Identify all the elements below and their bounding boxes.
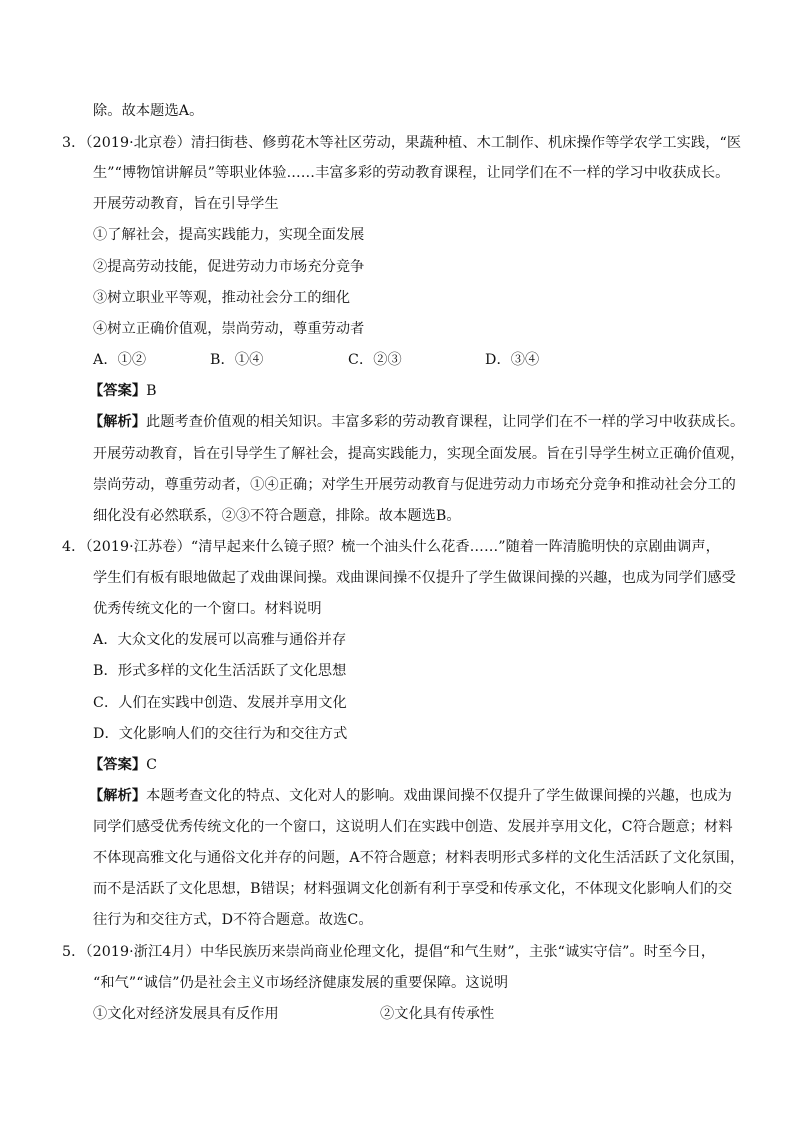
q4-analysis-label: 【解析】: [89, 788, 147, 804]
q4-analysis-line-2: 同学们感受优秀传统文化的一个窗口，这说明人们在实践中创造、发展并享用文化，C符合题意；材料: [93, 819, 733, 835]
q4-answer-label: 【答案】: [89, 757, 147, 773]
q3-item-2: ②提高劳动技能，促进劳动力市场充分竞争: [93, 259, 365, 275]
q4-option-c: C．人们在实践中创造、发展并享用文化: [93, 695, 347, 711]
q3-answer-value: B: [146, 383, 157, 399]
q3-option-a: A．①②: [93, 352, 147, 368]
q3-item-1: ①了解社会，提高实践能力，实现全面发展: [93, 227, 365, 243]
q3-answer-label: 【答案】: [89, 383, 147, 399]
q3-item-3: ③树立职业平等观，推动社会分工的细化: [93, 290, 351, 306]
q4-analysis-line-3: 不体现高雅文化与通俗文化并存的问题，A不符合题意；材料表明形式多样的文化生活活跃了文化氛围，: [93, 850, 745, 866]
q4-analysis-line-4: 而不是活跃了文化思想，B错误；材料强调文化创新有利于享受和传承文化，不体现文化影响人们的交: [93, 881, 733, 897]
q3-analysis-label: 【解析】: [89, 414, 146, 430]
q4-option-d: D．文化影响人们的交往行为和交往方式: [93, 726, 348, 742]
q3-option-d: D．③④: [485, 352, 540, 368]
q4-option-a: A．大众文化的发展可以高雅与通俗并存: [93, 632, 347, 648]
q3-answer: [89, 381, 157, 401]
q5-stem-line-1: 5．（2019·浙江4月）中华民族历来崇尚商业伦理文化，提倡“和气生财”，主张“诚实守信”。时至今日，: [62, 944, 716, 960]
q4-analysis-text-1: 本题考查文化的特点、文化对人的影响。戏曲课间操不仅提升了学生做课间操的兴趣，也成为: [146, 788, 732, 804]
q3-stem-line-1: 3．（2019·北京卷）清扫街巷、修剪花木等社区劳动，果蔬种植、木工制作、机床操作等学农学工实践，“医: [62, 135, 742, 151]
q5-item-2: ②文化具有传承性: [380, 1006, 495, 1022]
q5-stem-line-2: “和气”“诚信”仍是社会主义市场经济健康发展的重要保障。这说明: [93, 975, 509, 991]
q3-analysis-text-1: 此题考查价值观的相关知识。丰富多彩的劳动教育课程，让同学们在不一样的学习中收获成长。: [145, 414, 745, 430]
q4-stem-line-1: 4．（2019·江苏卷）“清早起来什么镜子照？梳一个油头什么花香……”随着一阵清脆明快的京剧曲调声，: [62, 539, 720, 555]
q3-analysis-line-2: 开展劳动教育，旨在引导学生了解社会，提高实践能力，实现全面发展。旨在引导学生树立正确价值观，: [93, 446, 745, 462]
q3-analysis-line-4: 细化没有必然联系，②③不符合题意，排除。故本题选B。: [93, 508, 461, 524]
q3-option-c: C．②③: [348, 352, 402, 368]
previous-answer-tail: 除。故本题选A。: [93, 103, 204, 119]
q4-answer-value: C: [146, 757, 158, 773]
q3-stem-line-3: 开展劳动教育，旨在引导学生: [93, 196, 279, 212]
q4-stem-line-3: 优秀传统文化的一个窗口。材料说明: [93, 601, 322, 617]
q3-analysis-line-1: [89, 412, 744, 432]
q5-item-1: ①文化对经济发展具有反作用: [93, 1006, 279, 1022]
q4-stem-line-2: 学生们有板有眼地做起了戏曲课间操。戏曲课间操不仅提升了学生做课间操的兴趣，也成为同学们感受: [93, 570, 736, 586]
q4-answer: [89, 755, 157, 775]
q4-analysis-line-5: 往行为和交往方式，D不符合题意。故选C。: [93, 912, 373, 928]
q4-analysis-line-1: [89, 786, 732, 806]
q4-option-b: B．形式多样的文化生活活跃了文化思想: [93, 663, 347, 679]
q3-item-4: ④树立正确价值观，崇尚劳动，尊重劳动者: [93, 321, 365, 337]
q3-analysis-line-3: 崇尚劳动，尊重劳动者，①④正确；对学生开展劳动教育与促进劳动力市场充分竞争和推动社会分工的: [93, 477, 736, 493]
q3-stem-line-2: 生”“博物馆讲解员”等职业体验……丰富多彩的劳动教育课程，让同学们在不一样的学习中收获成长。: [93, 165, 730, 181]
q3-option-b: B．①④: [210, 352, 264, 368]
